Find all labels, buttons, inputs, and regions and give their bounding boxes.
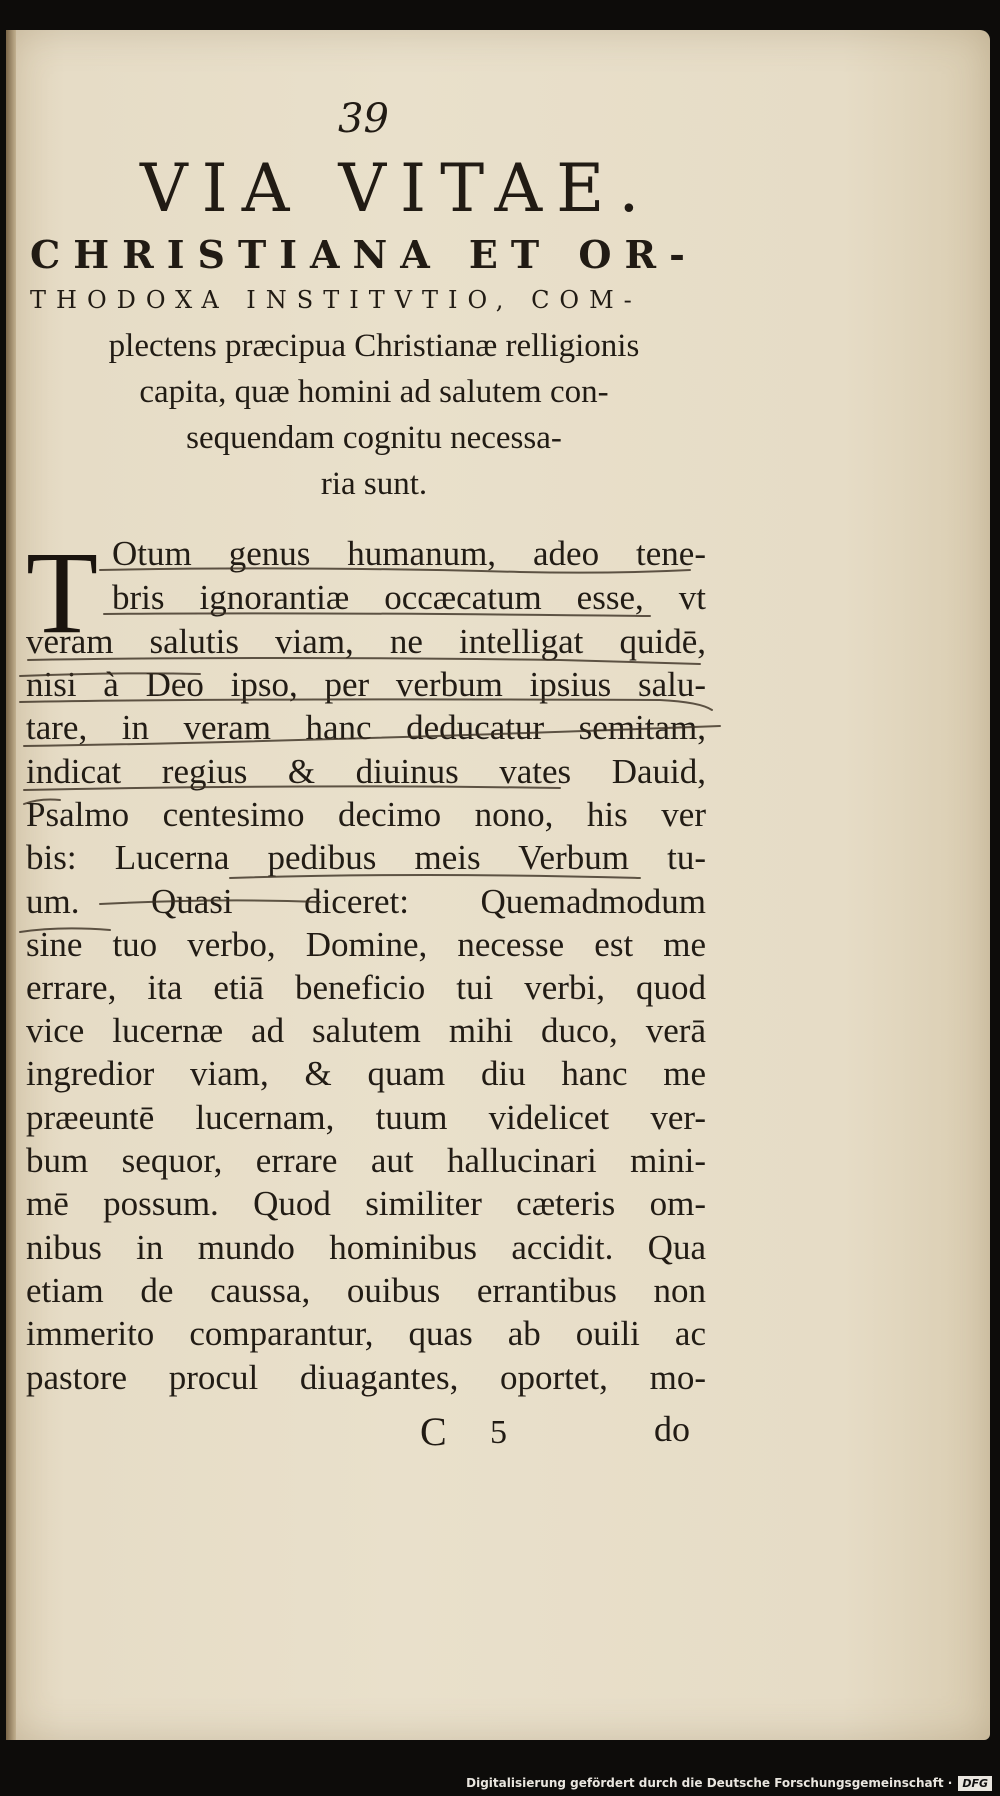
underline-mark (24, 726, 720, 746)
body-line: Psalmo centesimo decimo nono, his ver (26, 795, 706, 834)
body-line: tare, in veram hanc deducatur semitam, (26, 708, 706, 747)
underline-mark (20, 699, 712, 710)
body-line: nibus in mundo hominibus accidit. Qua (26, 1228, 706, 1267)
subtitle-line: capita, quæ homini ad salutem con- (139, 374, 609, 410)
body-line: veram salutis viam, ne intelligat quidē, (26, 622, 706, 661)
underline-mark (20, 673, 200, 676)
underline-mark (100, 568, 690, 572)
body-line: errare, ita etiā beneficio tui verbi, quod (26, 968, 706, 1007)
catchword: do (654, 1409, 690, 1449)
body-line: præeuntē lucernam, tuum videlicet ver- (26, 1098, 706, 1137)
body-line: sine tuo verbo, Domine, necesse est me (26, 925, 706, 964)
body-line: ingredior viam, & quam diu hanc me (26, 1054, 706, 1093)
page-number: 39 (338, 96, 389, 142)
signature-mark-letter: C (420, 1409, 447, 1454)
body-line: etiam de caussa, ouibus errantibus non (26, 1271, 706, 1310)
heading-line-1: CHRISTIANA ET OR- (30, 232, 698, 277)
drop-cap: T (26, 527, 99, 658)
underline-mark (230, 875, 640, 878)
body-line: Otum genus humanum, adeo tene- (112, 534, 706, 573)
footer-credit: Digitalisierung gefördert durch die Deutsche Forschungsgemeinschaft · (466, 1776, 953, 1790)
underline-mark (20, 928, 110, 932)
heading-line-2: THODOXA INSTITVTIO, COM- (30, 286, 642, 314)
subtitle-line: ria sunt. (320, 466, 428, 502)
body-line: vice lucernæ ad salutem mihi duco, verā (26, 1011, 706, 1050)
body-line: bis: Lucerna pedibus meis Verbum tu- (26, 838, 706, 877)
underline-mark (100, 900, 320, 904)
body-line: nisi à Deo ipso, per verbum ipsius salu- (26, 665, 706, 704)
page-title: VIA VITAE. (140, 150, 654, 227)
body-line: bris ignorantiæ occæcatum esse, vt (112, 578, 706, 617)
body-line: pastore procul diuagantes, oportet, mo- (26, 1358, 706, 1397)
body-line: mē possum. Quod similiter cæteris om- (26, 1184, 706, 1223)
digitization-footer (466, 1774, 992, 1792)
body-line: indicat regius & diuinus vates Dauid, (26, 752, 706, 791)
body-line: immerito comparantur, quas ab ouili ac (26, 1314, 706, 1353)
underline-mark (104, 613, 650, 616)
dfg-logo: DFG (958, 1776, 992, 1791)
underline-mark (28, 658, 700, 664)
underline-mark (24, 786, 560, 790)
underline-mark (24, 800, 60, 805)
body-line: um. Quasi diceret: Quemadmodum (26, 882, 706, 921)
signature-mark-number: 5 (490, 1414, 507, 1451)
subtitle-line: plectens præcipua Christianæ relligionis (108, 328, 640, 364)
body-line: bum sequor, errare aut hallucinari mini- (26, 1141, 706, 1180)
subtitle-line: sequendam cognitu necessa- (186, 420, 562, 456)
